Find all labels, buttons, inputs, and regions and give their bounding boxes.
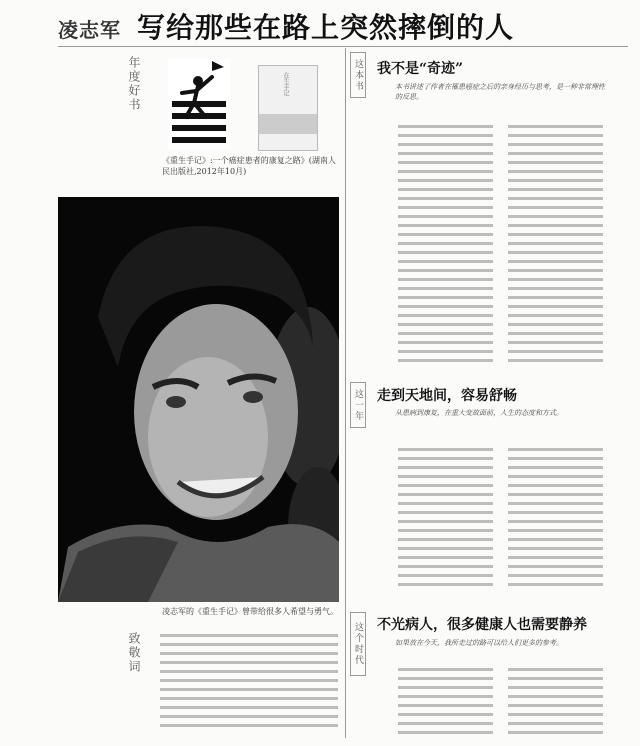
photo-caption: 凌志军的《重生手记》曾带给很多人希望与勇气。	[162, 607, 338, 616]
article-header	[58, 6, 628, 47]
section-2-col-2	[508, 448, 603, 598]
section-2-label: 这一年	[350, 382, 366, 428]
section-1-col-2	[508, 125, 603, 375]
section-3-label: 这个时代	[350, 612, 366, 676]
book-caption: 《重生手记》:一个癌症患者的康复之路》(湖南人民出版社,2012年10月)	[162, 156, 336, 176]
section-3-col-1	[398, 668, 493, 738]
book-feature	[160, 55, 340, 195]
author-photo	[58, 197, 339, 602]
section-1-title: 我不是“奇迹”	[377, 61, 464, 77]
book-cover-illustration	[168, 59, 230, 149]
tribute-intro	[160, 634, 340, 733]
book-of-year-label: 年度好书	[127, 56, 141, 112]
section-3-title: 不光病人，很多健康人也需要静养	[377, 617, 587, 633]
section-2-intro: 从患病到康复，在重大变故面前，人生的态度和方式。	[395, 409, 563, 417]
article-headline: 写给那些在路上突然摔倒的人	[137, 11, 515, 44]
section-2-col-1	[398, 448, 493, 598]
section-2-title: 走到天地间，容易舒畅	[377, 388, 517, 404]
book-cover-title: 在生手记	[282, 72, 289, 96]
section-3-col-2	[508, 668, 603, 738]
column-divider	[345, 48, 346, 738]
section-1-label: 这本书	[350, 52, 366, 98]
section-1-col-1	[398, 125, 493, 375]
section-1-intro: 本书讲述了作者在罹患癌症之后的亲身经历与思考，是一种非常理性的反思。	[395, 83, 605, 101]
book-thumbnail	[258, 65, 318, 151]
tribute-label: 致敬词	[127, 632, 141, 674]
author-name: 凌志军	[58, 18, 121, 42]
section-3-intro: 如果放在今天，我所走过的路可以给人们更多的参考。	[395, 639, 563, 647]
